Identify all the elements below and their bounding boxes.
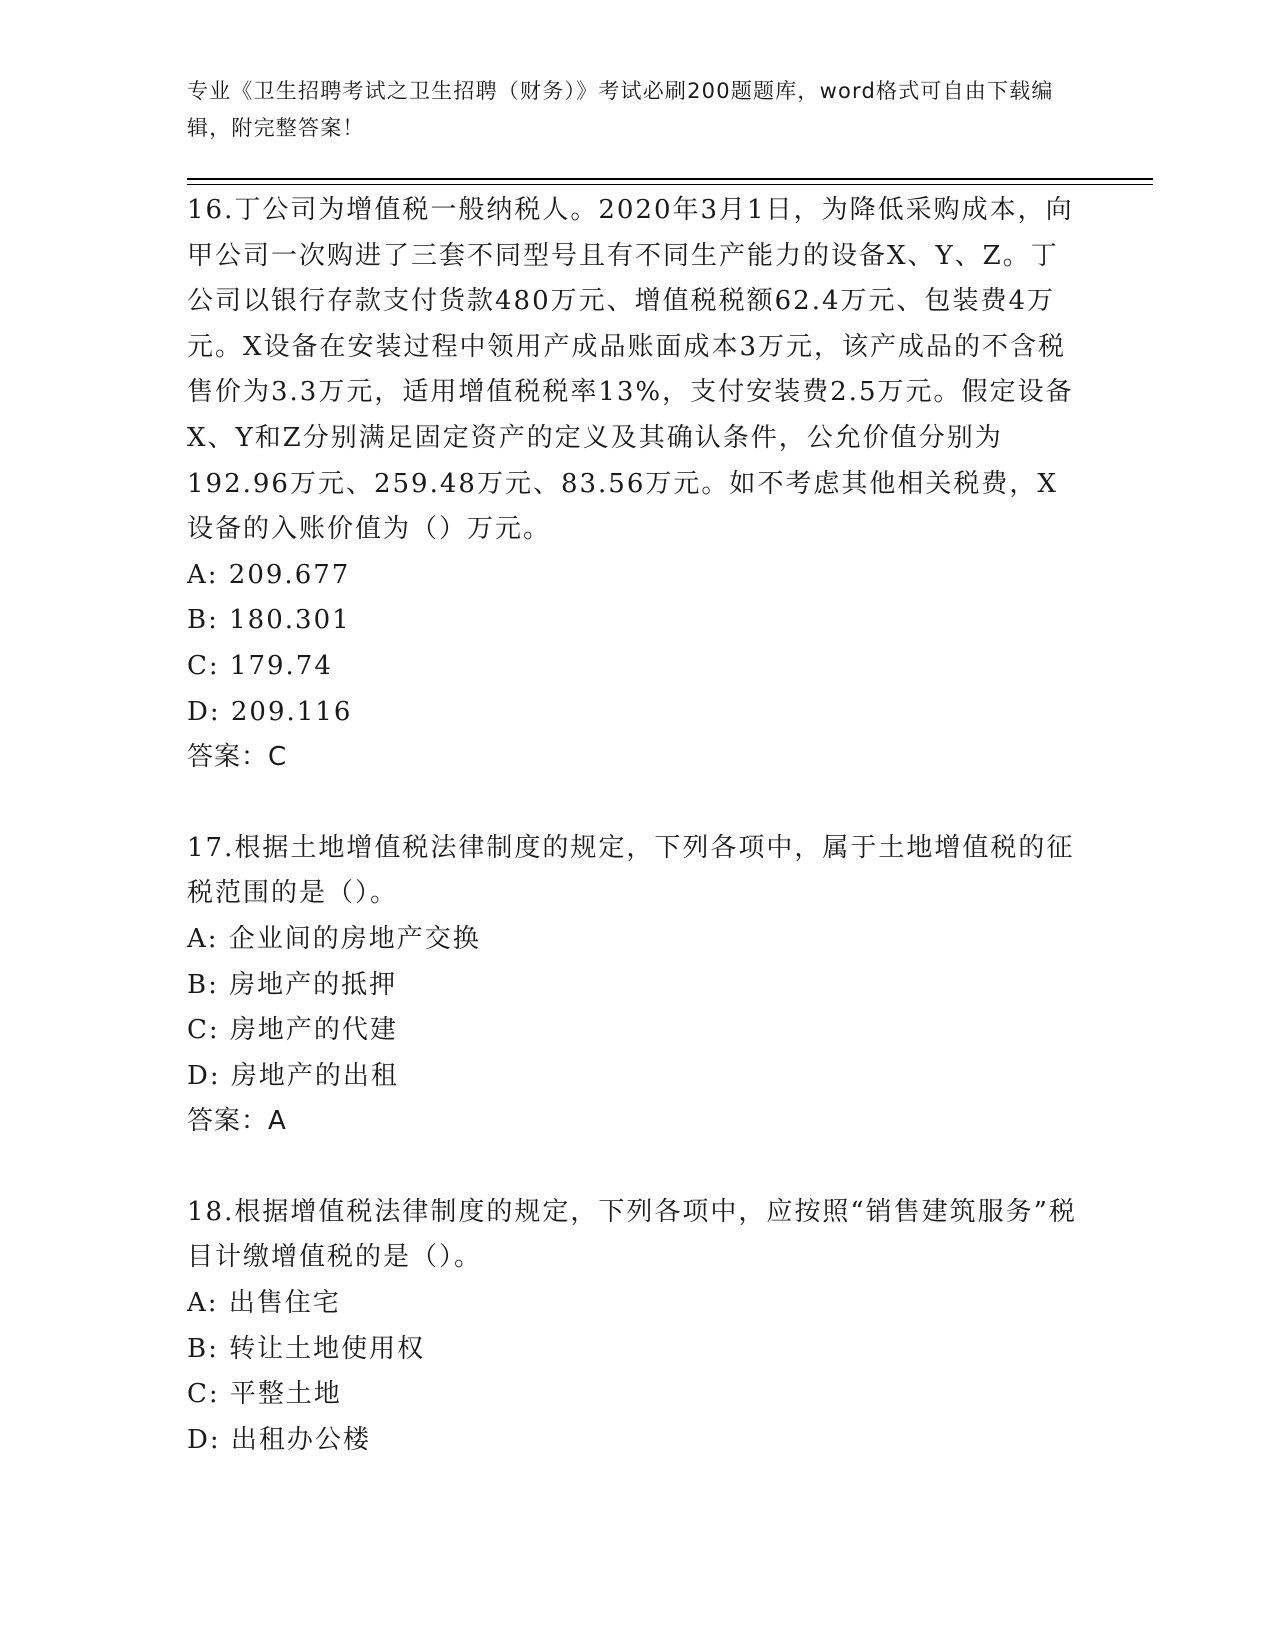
option-a: A: 出售住宅 (187, 1288, 341, 1319)
question-text: 18.根据增值税法律制度的规定，下列各项中，应按照“销售建筑服务”税目计缴增值税的是（）。 (187, 1196, 1077, 1273)
option-a: A: 企业间的房地产交换 (187, 923, 481, 954)
option-c: C: 平整土地 (187, 1379, 342, 1410)
question-16 (187, 188, 1077, 781)
option-d: D: 出租办公楼 (187, 1424, 371, 1455)
option-a: A: 209.677 (187, 559, 351, 590)
document-header: 专业《卫生招聘考试之卫生招聘（财务）》考试必刷200题题库，word格式可自由下载编辑，附完整答案！ (187, 79, 1054, 140)
header-divider-thin (187, 184, 1153, 185)
question-text: 16.丁公司为增值税一般纳税人。2020年3月1日，为降低采购成本，向甲公司一次购进了三套不同型号且有不同生产能力的设备X、Y、Z。丁公司以银行存款支付货款480万元、增值税税额62.4万元、包装费4万元。X设备在安装过程中领用产成品账面成本3万元，该产成品的不含税售价为3.3万元，适用增值税税率13%，支付安装费2.5万元。假定设备X、Y和Z分别满足固定资产的定义及其确认条件，公允价值分别为192.96万元、259.48万元、83.56万元。如不考虑其他相关税费，X设备的入账价值为（）万元。 (187, 195, 1074, 545)
option-b: B: 180.301 (187, 605, 351, 636)
option-b: B: 转让土地使用权 (187, 1333, 426, 1364)
answer: 答案：A (187, 1106, 287, 1137)
answer: 答案：C (187, 742, 288, 773)
question-18 (187, 1190, 1077, 1464)
header-divider-thick (187, 178, 1153, 180)
question-list (187, 188, 1077, 1508)
option-b: B: 房地产的抵押 (187, 969, 398, 1000)
question-17 (187, 826, 1077, 1145)
question-text: 17.根据土地增值税法律制度的规定，下列各项中，属于土地增值税的征税范围的是（）。 (187, 832, 1075, 909)
option-c: C: 179.74 (187, 650, 333, 681)
option-d: D: 209.116 (187, 696, 353, 727)
option-c: C: 房地产的代建 (187, 1015, 398, 1046)
option-d: D: 房地产的出租 (187, 1060, 399, 1091)
